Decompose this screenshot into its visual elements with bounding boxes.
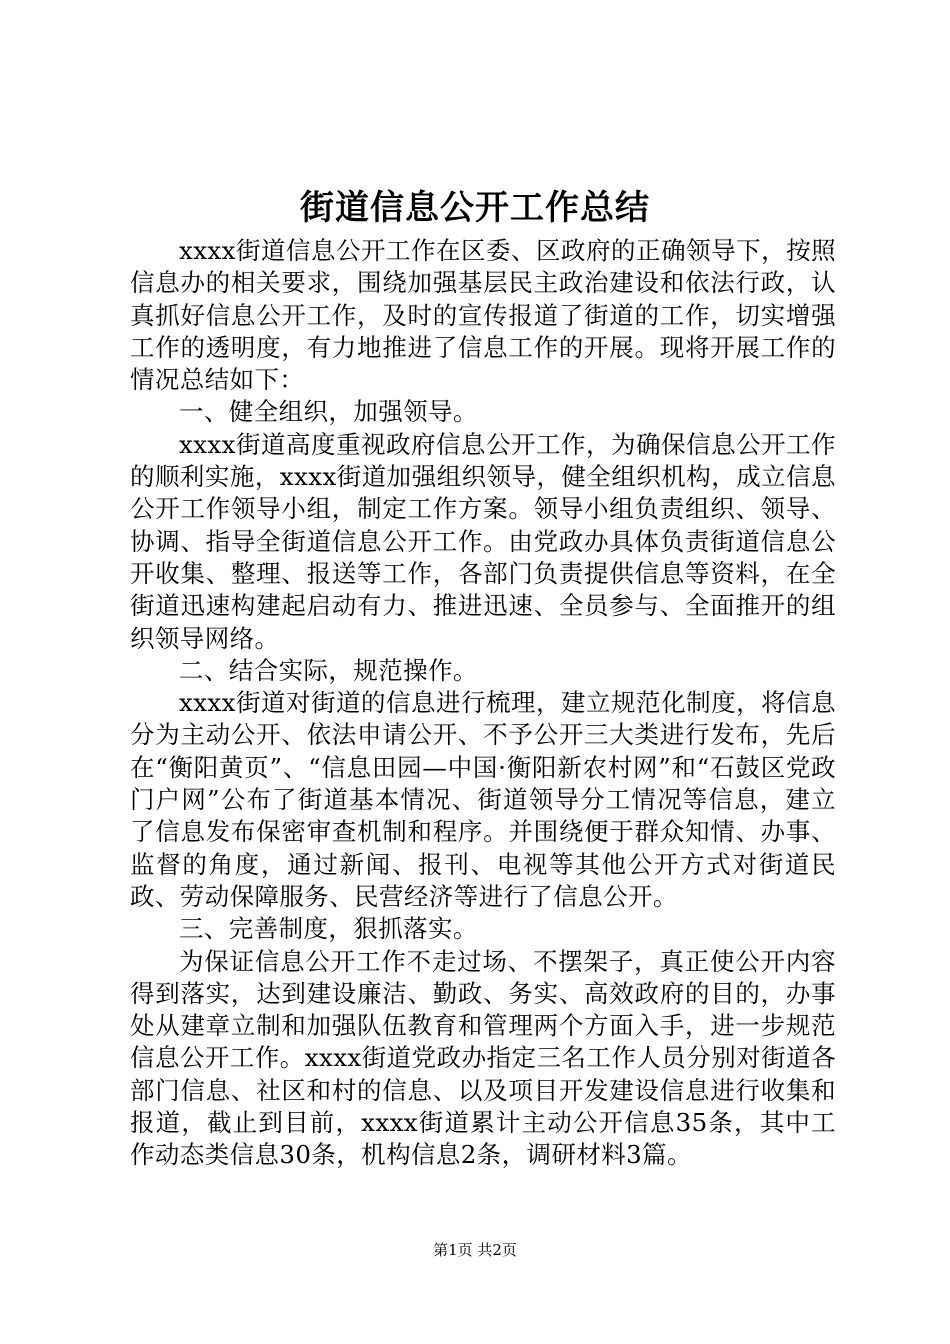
section-heading-3: 三、完善制度，狠抓落实。: [179, 914, 478, 944]
page-number-footer: 第1页 共2页: [433, 1241, 517, 1259]
section-paragraph-1: xxxx街道高度重视政府信息公开工作，为确保信息公开工作的顺利实施，xxxx街道加强组织领导，健全组织机构，成立信息公开工作领导小组，制定工作方案。领导小组负责组织、领导、协调、指导全街道信息公开工作。由党政办具体负责街道信息公开收集、整理、报送等工作，各部门负责提供信息等资料，在全街道迅速构建起启动有力、推进迅速、全员参与、全面推开的组织领导网络。: [130, 429, 836, 653]
intro-paragraph: xxxx街道信息公开工作在区委、区政府的正确领导下，按照信息办的相关要求，围绕加强基层民主政治建设和依法行政，认真抓好信息公开工作，及时的宣传报道了街道的工作，切实增强工作的透明度，有力地推进了信息工作的开展。现将开展工作的情况总结如下：: [130, 236, 836, 395]
section-heading-2: 二、结合实际，规范操作。: [179, 655, 478, 685]
section-paragraph-2: xxxx街道对街道的信息进行梳理，建立规范化制度，将信息分为主动公开、依法申请公开、不予公开三大类进行发布，先后在“衡阳黄页”、“信息田园—中国·衡阳新农村网”和“石鼓区党政门户网”公布了街道基本情况、街道领导分工情况等信息，建立了信息发布保密审查机制和程序。并围绕便于群众知情、办事、监督的角度，通过新闻、报刊、电视等其他公开方式对街道民政、劳动保障服务、民营经济等进行了信息公开。: [130, 688, 836, 911]
document-title: 街道信息公开工作总结: [300, 188, 650, 228]
document-body: [130, 235, 836, 1172]
section-heading-1: 一、健全组织，加强领导。: [179, 397, 478, 427]
section-paragraph-3: 为保证信息公开工作不走过场、不摆架子，真正使公开内容得到落实，达到建设廉洁、勤政、务实、高效政府的目的，办事处从建章立制和加强队伍教育和管理两个方面入手，进一步规范信息公开工作。xxxx街道党政办指定三名工作人员分别对街道各部门信息、社区和村的信息、以及项目开发建设信息进行收集和报道，截止到目前，xxxx街道累计主动公开信息35条，其中工作动态类信息30条，机构信息2条，调研材料3篇。: [130, 946, 836, 1170]
